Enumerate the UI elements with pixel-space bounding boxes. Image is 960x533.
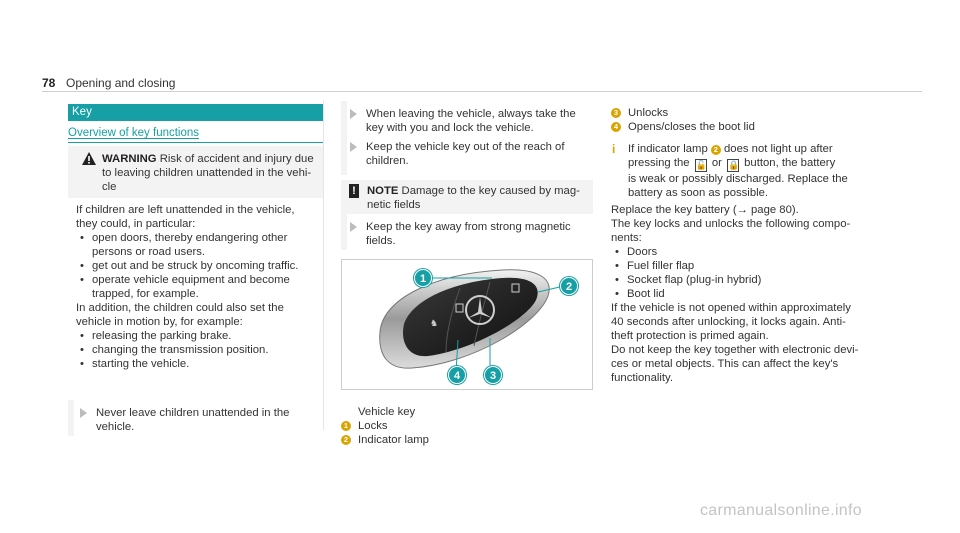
figure-legend-continued <box>611 106 911 134</box>
page-title: Opening and closing <box>66 76 176 90</box>
list-item: • Fuel filler flap <box>611 259 911 273</box>
unlock-button-icon: 🔓 <box>695 160 707 170</box>
bullet-list <box>611 245 911 301</box>
list-item: • changing the transmission position. <box>76 343 324 357</box>
section-title: Key <box>68 104 323 121</box>
section-subtitle: Overview of key functions <box>68 126 323 143</box>
legend-item: 1 Locks <box>341 419 591 433</box>
warning-label: WARNING <box>102 153 157 165</box>
step-stripe <box>341 101 347 175</box>
callout-1: 1 <box>414 269 432 287</box>
instruction-step: When leaving the vehicle, always take the key with you and lock the vehicle. <box>350 107 590 137</box>
legend-item: 4 Opens/closes the boot lid <box>611 120 911 134</box>
info-note: i If indicator lamp 2 does not light up after pressing the 🔓 or 🔒 button, the battery is weak or possibly discharged. Replace the battery as soon as possible. <box>612 142 848 199</box>
legend-item: 3 Unlocks <box>611 106 911 120</box>
list-item: • open doors, thereby endangering other persons or road users. <box>76 231 324 259</box>
lock-button-icon: 🔒 <box>728 160 740 170</box>
warning-triangle-icon <box>82 152 96 165</box>
page-number: 78 <box>42 76 56 90</box>
step-arrow-icon <box>350 222 357 232</box>
note-label: NOTE <box>367 185 399 197</box>
column-divider <box>323 100 324 430</box>
step-stripe <box>341 214 347 250</box>
instruction-step: Never leave children unattended in the vehicle. <box>80 406 320 436</box>
page-header <box>42 76 922 92</box>
watermark: carmanualsonline.info <box>700 502 862 519</box>
callout-3: 3 <box>484 366 502 384</box>
vehicle-key-figure <box>341 259 593 390</box>
step-arrow-icon <box>80 408 87 418</box>
list-item: • Doors <box>611 245 911 259</box>
callout-4: 4 <box>448 366 466 384</box>
note-exclamation-icon: ! <box>349 184 359 198</box>
list-item: • Socket flap (plug-in hybrid) <box>611 273 911 287</box>
column-3-body <box>611 203 911 385</box>
step-stripe <box>68 400 74 436</box>
figure-legend <box>341 419 591 447</box>
legend-item: 2 Indicator lamp <box>341 433 591 447</box>
list-item: • operate vehicle equipment and become trapped, for example. <box>76 273 324 301</box>
callout-ref: 2 <box>711 145 721 155</box>
paragraph: The key locks and unlocks the following compo- nents: <box>611 218 851 244</box>
warning-text: WARNING Risk of accident and injury due to leaving children unattended in the vehi- cle <box>102 153 314 193</box>
instruction-step: Keep the key away from strong magnetic fields. <box>350 220 590 250</box>
warning-details <box>76 203 324 371</box>
note-box: ! NOTE Damage to the key caused by mag- netic fields <box>341 180 593 214</box>
step-arrow-icon <box>350 109 357 119</box>
list-item: • starting the vehicle. <box>76 357 324 371</box>
paragraph: In addition, the children could also set the vehicle in motion by, for example: <box>76 302 284 328</box>
warning-box <box>68 146 323 198</box>
figure-caption: Vehicle key <box>358 406 416 418</box>
paragraph: If the vehicle is not opened within approximately 40 seconds after unlocking, it locks again. Anti- theft protection is primed again. <box>611 302 851 342</box>
bullet-list <box>76 231 324 301</box>
svg-text:♞: ♞ <box>430 319 439 329</box>
paragraph: If children are left unattended in the vehicle, they could, in particular: <box>76 204 295 230</box>
callout-2: 2 <box>560 277 578 295</box>
bullet-list <box>76 329 324 371</box>
vehicle-key-illustration <box>342 260 592 389</box>
list-item: • Boot lid <box>611 287 911 301</box>
info-icon: i <box>612 142 616 156</box>
list-item: • get out and be struck by oncoming traffic. <box>76 259 324 273</box>
step-arrow-icon <box>350 142 357 152</box>
list-item: • releasing the parking brake. <box>76 329 324 343</box>
battery-replace-link[interactable]: Replace the key battery (→ page 80). <box>611 204 799 216</box>
paragraph: Do not keep the key together with electronic devi- ces or metal objects. This can affect the key's functionality. <box>611 344 859 384</box>
instruction-step: Keep the vehicle key out of the reach of children. <box>350 140 590 170</box>
